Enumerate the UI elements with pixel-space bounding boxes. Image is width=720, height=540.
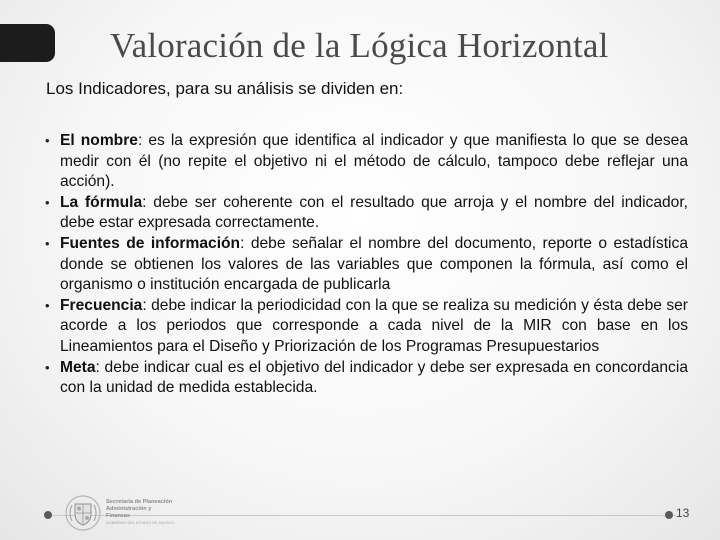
bullet-text: : debe señalar el nombre del documento, reporte o estadística donde se obtienen los valores de las variables que componen la fórmula, así como el organismo o institución encargada de publicarla	[60, 234, 688, 294]
bullet-item	[45, 234, 688, 296]
slide-intro: Los Indicadores, para su análisis se dividen en:	[46, 79, 404, 98]
bullet-item	[45, 358, 688, 399]
logo-line-2: Administración y Finanzas	[106, 506, 152, 519]
footer-dot-left	[44, 511, 52, 519]
bullet-item	[45, 131, 688, 193]
bullet-term: Meta	[60, 358, 96, 376]
footer-logo-text	[106, 499, 176, 527]
bullet-term: Frecuencia	[60, 296, 143, 314]
footer-dot-right	[665, 511, 673, 519]
bullet-text: : debe ser coherente con el resultado que arroja y el nombre del indicador, debe estar expresada correctamente.	[60, 193, 689, 232]
bullet-list	[45, 131, 688, 399]
logo-line-3: GOBIERNO DEL ESTADO DE JALISCO	[106, 521, 175, 525]
state-seal-icon	[64, 494, 102, 532]
bullet-text: : es la expresión que identifica al indicador y que manifiesta lo que se desea medir con él (no repite el objetivo ni el método de cálculo, tampoco debe reflejar una acción).	[60, 132, 688, 191]
bullet-term: La fórmula	[60, 193, 143, 211]
logo-line-1: Secretaría de Planeación	[106, 499, 173, 505]
corner-tab-decoration	[0, 24, 55, 62]
bullet-term: El nombre	[60, 132, 138, 149]
bullet-item	[45, 296, 688, 358]
bullet-item	[45, 193, 688, 234]
page-number: 13	[676, 506, 690, 520]
slide-title: Valoración de la Lógica Horizontal	[110, 26, 609, 65]
bullet-text: : debe indicar la periodicidad con la que se realiza su medición y ésta debe ser acorde a los periodos que corresponde a cada nivel de la MIR con base en los Lineamientos para el Diseño y Priorización de los Programas Presupuestarios	[60, 296, 688, 355]
bullet-text: : debe indicar cual es el objetivo del indicador y debe ser expresada en concordancia con la unidad de medida establecida.	[60, 358, 688, 397]
bullet-term: Fuentes de información	[60, 234, 241, 252]
